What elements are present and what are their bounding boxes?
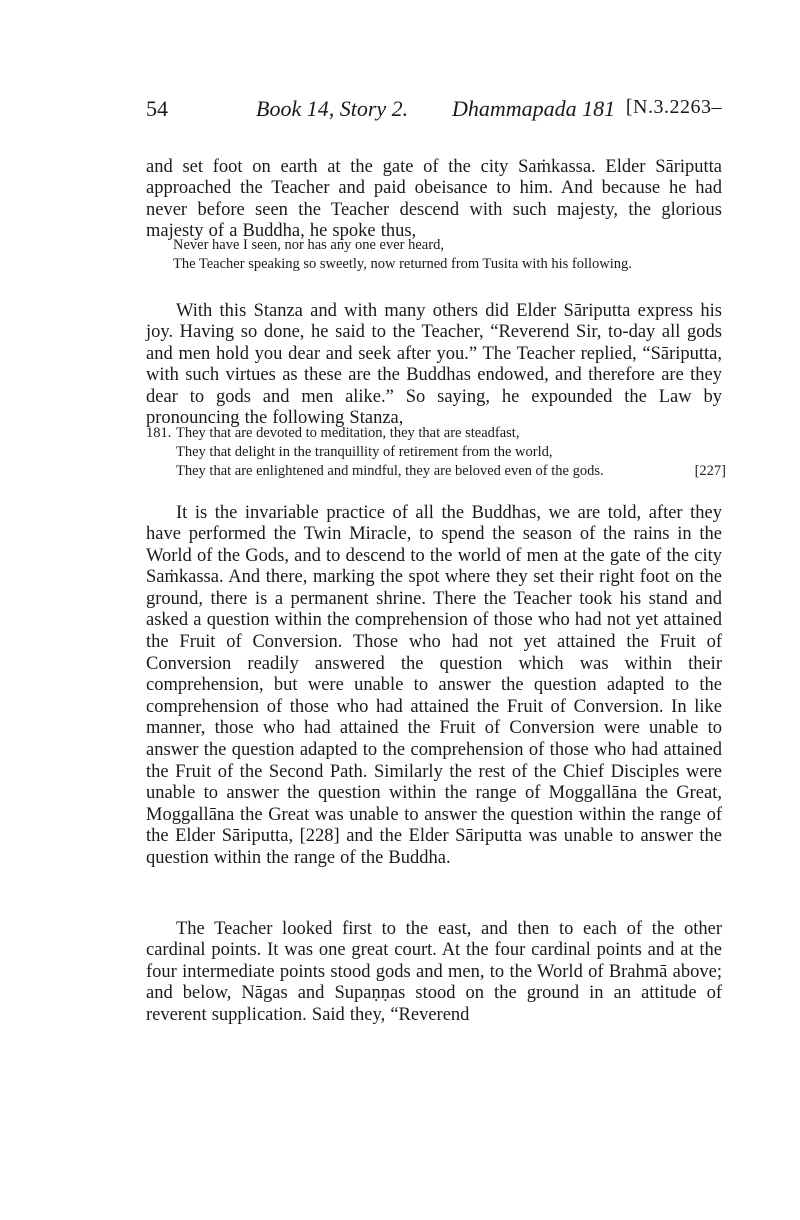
verse-line: The Teacher speaking so sweetly, now returned from Tusita with his following. [173, 256, 632, 272]
page-reference: [N.3.2263– [625, 96, 722, 118]
stanza-line: 181. They that are devoted to meditation, they that are steadfast, [146, 425, 520, 441]
verse-block-1 [173, 236, 733, 274]
page-number: 54 [146, 96, 168, 121]
running-header [146, 96, 722, 130]
stanza-181 [146, 424, 726, 481]
page-citation: [227] [694, 463, 726, 479]
stanza-line: They that are enlightened and mindful, they are beloved even of the gods. [227] [176, 463, 726, 479]
stanza-number: 181. [146, 425, 172, 441]
paragraph-4: The Teacher looked first to the east, and then to each of the other cardinal points. It was one great court. At the four cardinal points and at the four intermediate points stood gods and men, to the World of Brahmā above; and below, Nāgas and Supaṇṇas stood on the ground in an attitude of reverent supplication. Said they, “Reverend [146, 918, 722, 1025]
paragraph-3: It is the invariable practice of all the Buddhas, we are told, after they have performed the Twin Miracle, to spend the season of the rains in the World of the Gods, and to descend to the world of men at the gate of the city Saṁkassa. And there, marking the spot where they set their right foot on the ground, there is a permanent shrine. There the Teacher took his stand and asked a question within the comprehension of those who had not yet attained the Fruit of Conversion. Those who had not yet attained the Fruit of Conversion readily answered the question which was within their comprehension, but were unable to answer the question adapted to the comprehension of those who had attained the Fruit of Conversion. In like manner, those who had attained the Fruit of Conversion were unable to answer the question adapted to the comprehension of those who had attained the Fruit of the Second Path. Similarly the rest of the Chief Disciples were unable to answer the question within the range of Moggallāna the Great, Moggallāna the Great was unable to answer the question within the range of the Elder Sāriputta, [228] and the Elder Sāriputta was unable to answer the question within the range of the Buddha. [146, 502, 722, 868]
paragraph-2: With this Stanza and with many others did Elder Sāriputta express his joy. Having so done, he said to the Teacher, “Reverend Sir, to-day all gods and men hold you dear and seek after you.” The Teacher replied, “Sāriputta, with such virtues as these are the Buddhas endowed, and therefore are they dear to gods and men alike.” So saying, he expounded the Law by pronouncing the following Stanza, [146, 300, 722, 429]
paragraph-1: and set foot on earth at the gate of the city Saṁkassa. Elder Sāriputta approached the Teacher and paid obeisance to him. And because he had never before seen the Teacher descend with such majesty, the glorious majesty of a Buddha, he spoke thus, [146, 156, 722, 242]
book-story-title: Book 14, Story 2. [256, 96, 409, 121]
stanza-line: They that delight in the tranquillity of retirement from the world, [176, 444, 553, 460]
dhammapada-verse-title: Dhammapada 181 [452, 96, 616, 121]
verse-line: Never have I seen, nor has any one ever heard, [173, 237, 444, 253]
